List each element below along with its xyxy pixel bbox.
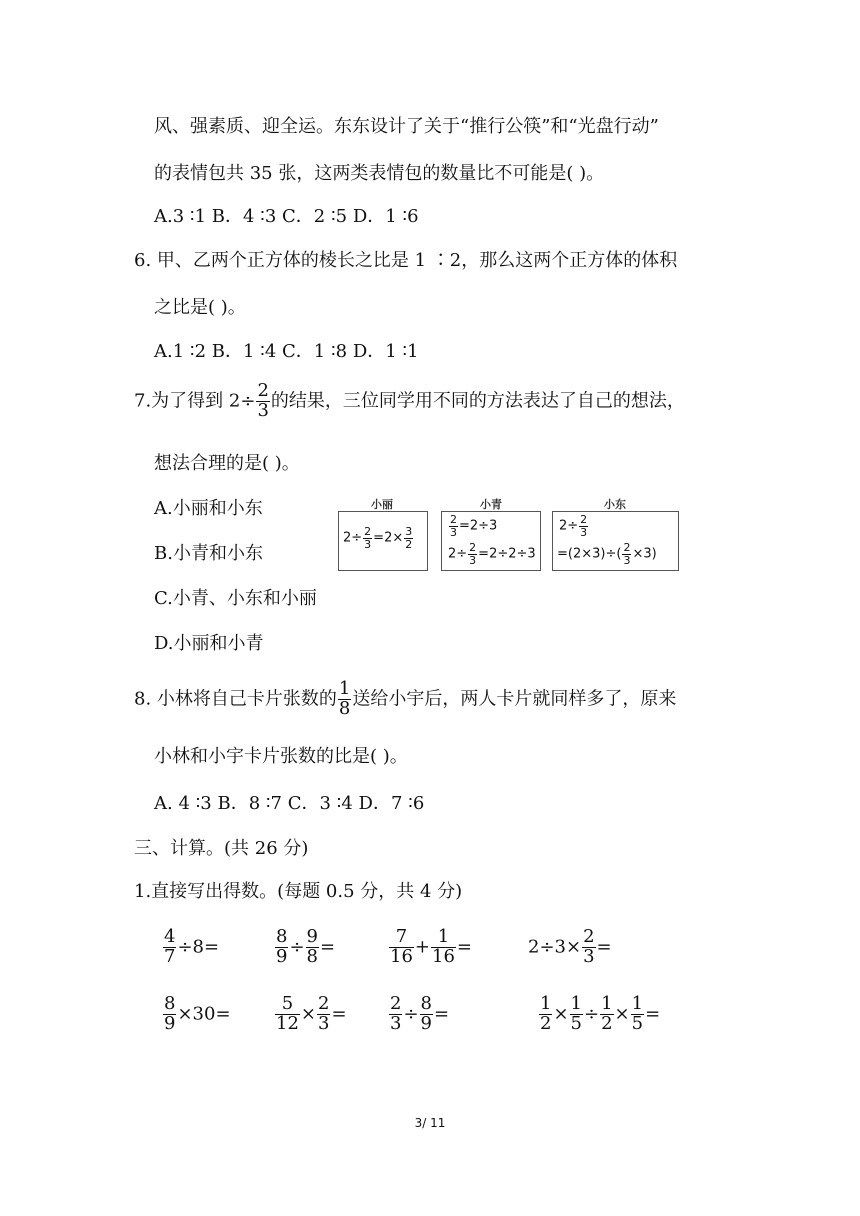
calc-2: $\frac{8}{9}$ ÷ $\frac{9}{8}$ =	[276, 926, 336, 967]
q8-suffix: 送给小宇后，两人卡片就同样多了，原来	[352, 688, 677, 710]
section3-sub1: 1.直接写出得数。(每题 0.5 分，共 4 分)	[134, 881, 463, 902]
xiaoli-expression: 2÷ $\frac{2}{3}$ =2× $\frac{3}{2}$	[343, 525, 413, 551]
q6-line1: 6. 甲、乙两个正方体的棱长之比是 1 ∶2，那么这两个正方体的体积	[134, 250, 678, 271]
q5-line1: 风、强素质、迎全运。东东设计了关于“推行公筷”和“光盘行动”	[154, 116, 659, 137]
q7-suffix: 的结果，三位同学用不同的方法表达了自己的想法，	[270, 390, 685, 412]
xiaoqing-title: 小青	[480, 498, 502, 511]
calc-8: $\frac{1}{2}$ × $\frac{1}{5}$ ÷ $\frac{1}{2}$ × $\frac{1}{5}$ =	[540, 993, 661, 1034]
xiaoqing-line1: $\frac{2}{3}$ =2÷3	[450, 513, 498, 539]
calc-7: $\frac{2}{3}$ ÷ $\frac{8}{9}$ =	[390, 993, 450, 1034]
q7-fraction: $\frac{2}{3}$	[257, 380, 269, 421]
q5-options: A.3 ∶1 B．4 ∶3 C．2 ∶5 D．1 ∶6	[154, 206, 419, 227]
calc-3: $\frac{7}{16}$ + $\frac{1}{16}$ =	[390, 926, 472, 967]
q5-line2: 的表情包共 35 张，这两类表情包的数量比不可能是( )。	[154, 163, 605, 184]
q7-option-a: A.小丽和小东	[154, 498, 263, 519]
q8-line1	[134, 680, 676, 719]
xiaodong-title: 小东	[604, 498, 626, 511]
q8-fraction: $\frac{1}{8}$	[338, 678, 351, 719]
xiaoqing-line2: 2÷ $\frac{2}{3}$ =2÷2÷3	[448, 541, 536, 567]
xiaodong-box	[552, 511, 679, 571]
xiaoqing-box	[441, 511, 541, 571]
calc-5: $\frac{8}{9}$ ×30=	[164, 993, 231, 1034]
q7-option-d: D.小丽和小青	[154, 633, 264, 654]
q7-line2: 想法合理的是( )。	[154, 453, 300, 474]
q8-options: A. 4 ∶3 B．8 ∶7 C．3 ∶4 D．7 ∶6	[154, 793, 425, 814]
xiaoli-title: 小丽	[371, 498, 393, 511]
calc-1: $\frac{4}{7}$ ÷8=	[164, 926, 220, 967]
q7-option-c: C.小青、小东和小丽	[154, 588, 317, 609]
q6-options: A.1 ∶2 B．1 ∶4 C．1 ∶8 D．1 ∶1	[154, 341, 419, 362]
q6-line2: 之比是( )。	[154, 297, 246, 318]
xiaoli-box	[338, 511, 428, 571]
xiaodong-line1: 2÷ $\frac{2}{3}$	[559, 513, 588, 539]
q8-line2: 小林和小宇卡片张数的比是( )。	[154, 746, 408, 767]
q7-line1	[134, 382, 685, 421]
section3-title: 三、计算。(共 26 分)	[134, 838, 309, 859]
page-number: 3/ 11	[414, 1116, 446, 1130]
calc-4: 2÷3× $\frac{2}{3}$ =	[528, 926, 612, 967]
q7-prefix: 7.为了得到 2÷	[134, 390, 256, 412]
q7-option-b: B.小青和小东	[154, 543, 263, 564]
q8-prefix: 8. 小林将自己卡片张数的	[134, 688, 337, 710]
xiaodong-line2: =(2×3)÷( $\frac{2}{3}$ ×3)	[557, 541, 657, 567]
calc-6: $\frac{5}{12}$ × $\frac{2}{3}$ =	[276, 993, 347, 1034]
